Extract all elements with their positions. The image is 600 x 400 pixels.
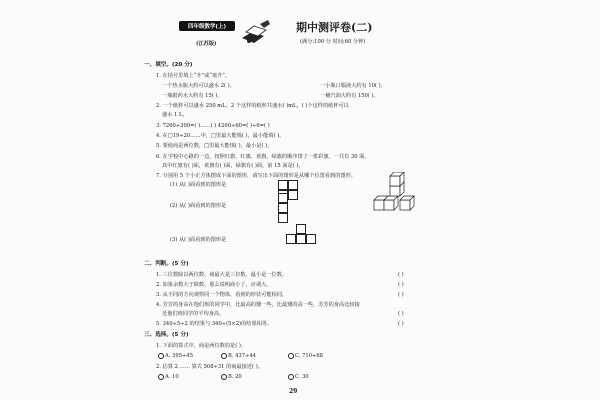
q1-7-text: 7. 分别用 5 个小正方体摆成下面的图形，请写出下面的图形是从哪个位置看到的图形。 <box>156 173 356 179</box>
judge-5-bracket[interactable]: ( ) <box>398 321 404 327</box>
score-time-meta: (满分:100 分 时间:60 分钟) <box>300 39 366 45</box>
choice-2-option-a-radio[interactable] <box>158 374 164 380</box>
view-3-square <box>296 234 306 244</box>
section-judge-heading: 二、判断。(5 分) <box>144 261 189 267</box>
choice-1-option-b-radio[interactable] <box>221 353 227 359</box>
view-3-square <box>286 234 296 244</box>
view-1-square <box>288 180 298 190</box>
choice-2-option-b: B. 20 <box>228 374 242 380</box>
q1-2-text: 2. 一个纸杯可以盛水 250 mL，2 个这样的纸杯共盛水( )mL，( )个这样的纸杯可以 <box>156 103 349 109</box>
choice-2-text: 2. 估算 2 …… 算式 508÷31 的商最接近( )。 <box>156 364 263 370</box>
cube-stack-icon <box>372 172 424 216</box>
judge-4-text: 4. 芳芳的身高在他们班的同学中，比最高的矮一些，比最矮的高一些，芳芳的身高比较接 <box>156 302 360 308</box>
q1-5-text: 5. 要使商是两位数，□里最大能填( )，最小是( )。 <box>156 143 273 149</box>
judge-3-bracket[interactable]: ( ) <box>398 292 404 298</box>
choice-2-option-c-radio[interactable] <box>288 374 294 380</box>
choice-1-option-a: A. 395÷45 <box>165 353 193 359</box>
q1-1a-text: 一个热水瓶大约可以盛水 2( )。 <box>162 83 235 89</box>
q1-6-cont-text: 其中红旗有( )面，黄旗有( )面，绿旗有( )面，第 15 面是( )。 <box>162 163 304 169</box>
q1-1c-text: 一瓶眼药水大约有 15( )。 <box>162 93 223 99</box>
page-title: 期中测评卷(二) <box>296 21 373 34</box>
judge-1-bracket[interactable]: ( ) <box>398 272 404 278</box>
judge-1-text: 1. 三位数除以两位数，商最大是三位数，最小是一位数。 <box>156 272 288 278</box>
edition-label: (江苏版) <box>196 41 217 47</box>
view-1-square <box>288 190 298 200</box>
view-1-text: (1) 从( )面看到的图形是 <box>170 182 227 188</box>
choice-1-option-c: C. 710÷68 <box>295 353 323 359</box>
q1-4-text: 4. 在□19÷20……中，□里最大能填( )，最小能填( )。 <box>156 133 285 139</box>
choice-2-option-a: A. 10 <box>165 374 179 380</box>
section-fill-blank-heading: 一、填空。(20 分) <box>144 62 193 68</box>
judge-2-bracket[interactable]: ( ) <box>398 282 404 288</box>
choice-1-option-a-radio[interactable] <box>158 353 164 359</box>
judge-4-cont-text: 近他们班同学的平均身高。 <box>162 311 225 317</box>
view-3-square <box>306 234 316 244</box>
view-1-square <box>278 180 288 190</box>
q1-6-text: 6. 在学校中心路的一边，按照红旗、红旗、黄旗、绿旗的顺序排了一排彩旗，一共有 30 面， <box>156 154 370 160</box>
choice-2-option-c: C. 30 <box>295 374 309 380</box>
view-2-square <box>278 203 288 213</box>
view-2-text: (2) 从( )面看到的图形是 <box>170 203 227 209</box>
q1-3-text: 3. 7260÷300=( )……( ) 4200÷60=( )÷6=( ) <box>156 123 270 129</box>
view-2-square <box>278 213 288 223</box>
view-2-square <box>278 193 288 203</box>
judge-4-bracket[interactable]: ( ) <box>398 311 404 317</box>
q1-1b-text: 一小瓶口服液大约有 10( )。 <box>320 83 386 89</box>
judge-3-text: 3. 从不同的方向观察同一个物体，看到的形状可能相同。 <box>156 292 288 298</box>
book-illustration-icon <box>238 18 274 48</box>
grade-badge: 四年级数学(上) <box>179 21 235 31</box>
q1-1-text: 1. 在括号里填上“升”或“毫升”。 <box>156 73 231 79</box>
choice-1-option-c-radio[interactable] <box>288 353 294 359</box>
choice-1-text: 1. 下面的算式中，商是两位数的是( )。 <box>156 343 247 349</box>
judge-5-text: 5. 340÷5÷2 的结果与 340÷(5×2)的结果相等。 <box>156 321 273 327</box>
section-choice-heading: 三、选择。(5 分) <box>144 332 189 338</box>
view-3-square <box>296 224 306 234</box>
q1-1d-text: 一桶汽油大约有 150( )。 <box>320 93 379 99</box>
judge-2-text: 2. 如果余数大于除数，那么说明商小了，应调大。 <box>156 282 272 288</box>
view-3-text: (3) 从( )面看到的图形是 <box>170 237 227 243</box>
q1-2-cont-text: 盛水 1 L。 <box>162 112 188 118</box>
choice-1-option-b: B. 437÷44 <box>228 353 256 359</box>
choice-2-option-b-radio[interactable] <box>221 374 227 380</box>
page-number: 29 <box>289 388 298 395</box>
